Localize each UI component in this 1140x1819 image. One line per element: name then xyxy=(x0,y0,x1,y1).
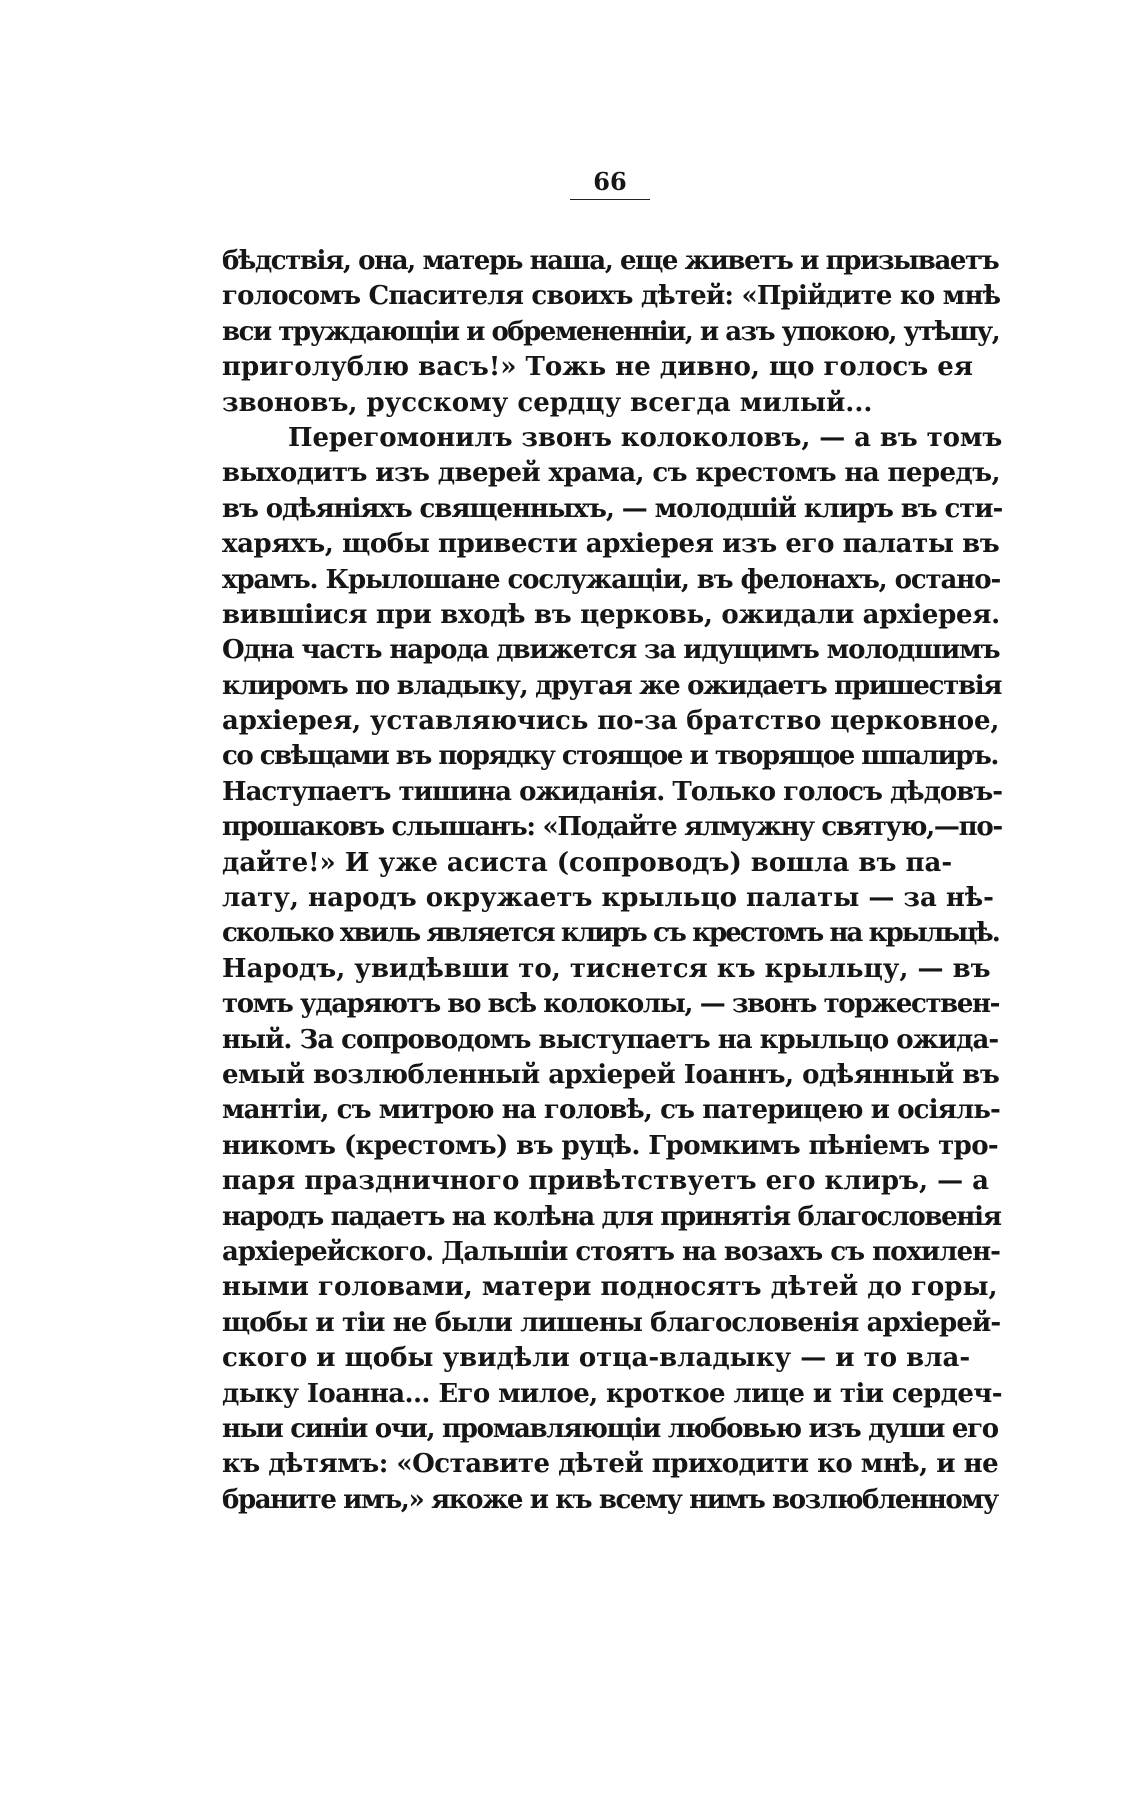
text-line: томъ ударяютъ во всѣ колоколы, — звонъ торжествен- xyxy=(222,989,999,1020)
text-line: архіерея, уставляючись по-за братство церковное, xyxy=(222,706,1000,737)
text-line: щобы и тіи не были лишены благословенія архіерей- xyxy=(222,1307,1001,1338)
text-line: емый возлюбленный архіерей Іоаннъ, одѣянный въ xyxy=(222,1059,1000,1090)
text-line: ныи синіи очи, промавляющіи любовью изъ души его xyxy=(222,1413,998,1444)
text-line: лату, народъ окружаетъ крыльцо палаты — за нѣ- xyxy=(222,883,994,914)
text-line: къ дѣтямъ: «Оставите дѣтей приходити ко мнѣ, и не xyxy=(222,1449,999,1480)
text-line: Одна часть народа движется за идущимъ молодшимъ xyxy=(222,635,1000,666)
body-text xyxy=(222,244,1002,1518)
text-line: звоновъ, русскому сердцу всегда милый... xyxy=(222,387,873,418)
text-line: вившіися при входѣ въ церковь, ожидали архіерея. xyxy=(222,599,1000,630)
text-line: архіерейского. Дальшіи стоятъ на возахъ съ похилен- xyxy=(222,1236,1000,1267)
text-line: прошаковъ слышанъ: «Подайте ялмужну святую,—по- xyxy=(222,812,1002,843)
text-line: Наступаетъ тишина ожиданія. Только голосъ дѣдовъ- xyxy=(222,776,1002,807)
text-line: выходитъ изъ дверей храма, съ крестомъ на передъ, xyxy=(222,458,1000,489)
text-line: сколько хвиль является клиръ съ крестомъ на крыльцѣ. xyxy=(222,918,999,949)
text-line: харяхъ, щобы привести архіерея изъ его палаты въ xyxy=(222,529,1000,560)
text-line: Перегомонилъ звонъ колоколовъ, — а въ томъ xyxy=(288,422,1002,453)
text-line: дайте!» И уже асиста (сопроводъ) вошла въ па- xyxy=(222,847,953,878)
text-line: со свѣщами въ порядку стоящое и творящое шпалиръ. xyxy=(222,741,998,772)
text-line: храмъ. Крылошане сослужащіи, въ фелонахъ, остано- xyxy=(222,564,1001,595)
text-line: мантіи, съ митрою на головѣ, съ патерицею и осіяль- xyxy=(222,1095,1000,1126)
text-line: приголублю васъ!» Тожь не дивно, що голосъ ея xyxy=(222,352,974,383)
text-line: браните имъ,» якоже и къ всему нимъ возлюбленному xyxy=(222,1484,998,1515)
page-number: 66 xyxy=(570,168,650,200)
text-line: бѣдствія, она, матерь наша, еще живетъ и призываетъ xyxy=(222,246,999,276)
text-line: ными головами, матери подносятъ дѣтей до горы, xyxy=(222,1272,998,1303)
text-line: паря праздничного привѣтствуетъ его клиръ, — а xyxy=(222,1166,989,1197)
text-line: голосомъ Спасителя своихъ дѣтей: «Прійдите ко мнѣ xyxy=(222,281,1001,312)
text-line: въ одѣяніяхъ священныхъ, — молодшій клиръ въ сти- xyxy=(222,493,1002,524)
text-line: никомъ (крестомъ) въ руцѣ. Громкимъ пѣніемъ тро- xyxy=(222,1130,999,1161)
text-line: Народъ, увидѣвши то, тиснется къ крыльцу, — въ xyxy=(222,953,991,984)
text-line: клиромъ по владыку, другая же ожидаетъ пришествія xyxy=(222,670,1002,701)
text-line: народъ падаетъ на колѣна для принятія благословенія xyxy=(222,1201,1001,1232)
text-line: ный. За сопроводомъ выступаетъ на крыльцо ожида- xyxy=(222,1024,999,1055)
text-line: вси труждающіи и обремененніи, и азъ упокою, утѣшу, xyxy=(222,316,1000,347)
text-line: ского и щобы увидѣли отца-владыку — и то вла- xyxy=(222,1343,971,1374)
text-line: дыку Іоанна... Его милое, кроткое лице и тіи сердеч- xyxy=(222,1378,1002,1409)
